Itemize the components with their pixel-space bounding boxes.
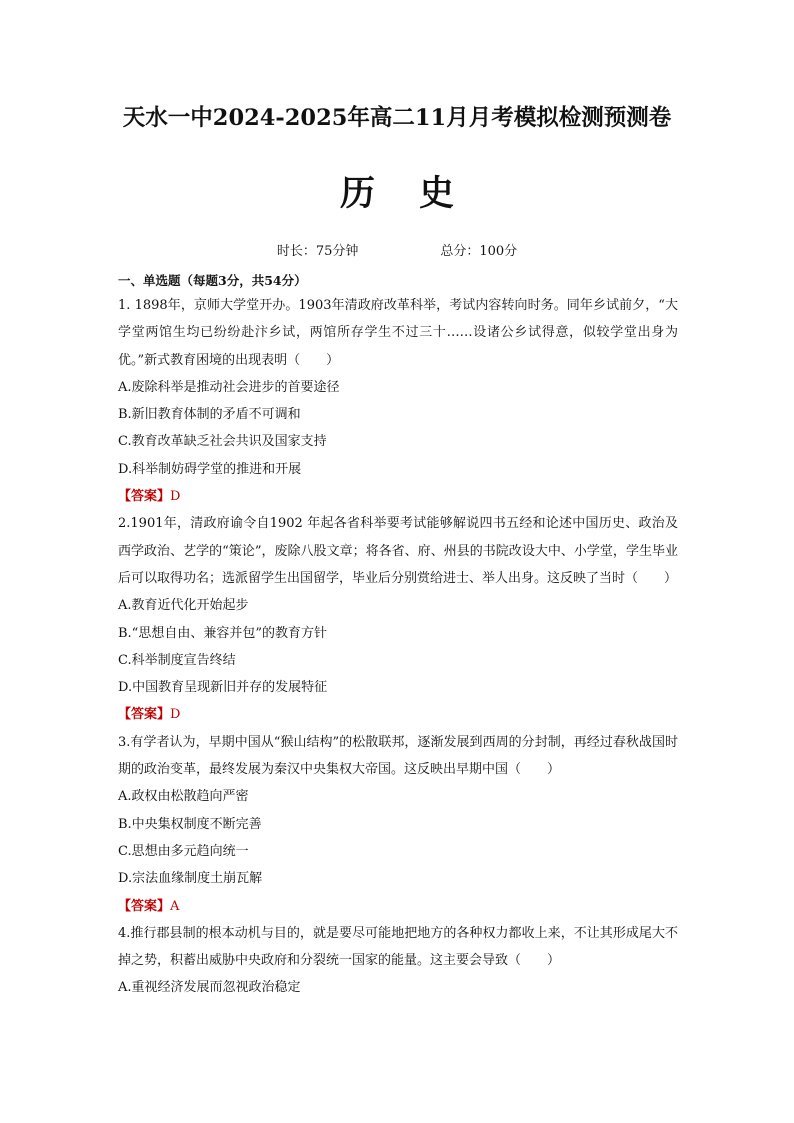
answer-line bbox=[118, 893, 678, 920]
option-c: C.教育改革缺乏社会共识及国家支持 bbox=[118, 434, 327, 450]
option-b: B.新旧教育体制的矛盾不可调和 bbox=[118, 407, 301, 423]
question-2 bbox=[118, 510, 678, 728]
question-1 bbox=[118, 292, 678, 510]
answer-label: 【答案】 bbox=[118, 898, 171, 914]
option-b: B.“思想自由、兼容并包”的教育方针 bbox=[118, 625, 327, 641]
answer-label: 【答案】 bbox=[118, 489, 171, 505]
subject-char-1: 历 bbox=[339, 174, 375, 214]
question-4 bbox=[118, 920, 678, 1002]
option-a: A.政权由松散趋向严密 bbox=[118, 789, 249, 805]
question-stem: 3.有学者认为，早期中国从“猴山结构”的松散联邦，逐渐发展到西周的分封制，再经过春秋战国时期的政治变革，最终发展为秦汉中央集权大帝国。这反映出早期中国（ ） bbox=[118, 734, 678, 778]
answer-line bbox=[118, 483, 678, 510]
option-d: D.中国教育呈现新旧并存的发展特征 bbox=[118, 680, 328, 696]
section-heading: 一、单选题（每题3分，共54分） bbox=[118, 273, 307, 288]
question-stem: 2.1901年，清政府谕令自1902 年起各省科举要考试能够解说四书五经和论述中国历史、政治及西学政治、艺学的“策论”，废除八股文章；将各省、府、州县的书院改设大中、小学堂，学生毕业后可以取得功名；选派留学生出国留学，毕业后分别赏给进士、举人出身。这反映了当时（ ） bbox=[118, 516, 678, 586]
exam-title: 天水一中2024-2025年高二11月月考模拟检测预测卷 bbox=[122, 105, 672, 131]
option-a: A.教育近代化开始起步 bbox=[118, 598, 249, 614]
option-c: C.科举制度宣告终结 bbox=[118, 652, 236, 668]
duration-text: 时长：75分钟 bbox=[276, 244, 359, 259]
question-stem: 4.推行郡县制的根本动机与目的，就是要尽可能地把地方的各种权力都收上来，不让其形成尾大不掉之势，积蓄出威胁中央政府和分裂统一国家的能量。这主要会导致（ ） bbox=[118, 925, 678, 969]
exam-meta bbox=[0, 242, 794, 262]
answer-value: D bbox=[170, 489, 181, 505]
answer-line bbox=[118, 701, 678, 728]
question-list bbox=[118, 270, 678, 1002]
option-d: D.宗法血缘制度土崩瓦解 bbox=[118, 871, 263, 887]
question-stem: 1. 1898年，京师大学堂开办。1903年清政府改革科举，考试内容转向时务。同年乡试前夕，“大学堂两馆生均已纷纷赴汴乡试，两馆所存学生不过三十……设诸公乡试得意，似较学堂出身为优。”新式教育困境的出现表明（ ） bbox=[118, 298, 678, 368]
subject-char-2: 史 bbox=[419, 174, 455, 214]
question-3 bbox=[118, 729, 678, 920]
option-c: C.思想由多元趋向统一 bbox=[118, 843, 249, 859]
answer-value: D bbox=[170, 707, 181, 723]
subject-title bbox=[0, 172, 794, 216]
total-score-text: 总分：100分 bbox=[440, 244, 518, 259]
answer-label: 【答案】 bbox=[118, 707, 171, 723]
option-d: D.科举制妨碍学堂的推进和开展 bbox=[118, 461, 302, 477]
option-a: A.废除科举是推动社会进步的首要途径 bbox=[118, 379, 340, 395]
answer-value: A bbox=[170, 898, 180, 914]
option-b: B.中央集权制度不断完善 bbox=[118, 816, 262, 832]
option-a: A.重视经济发展而忽视政治稳定 bbox=[118, 980, 301, 996]
